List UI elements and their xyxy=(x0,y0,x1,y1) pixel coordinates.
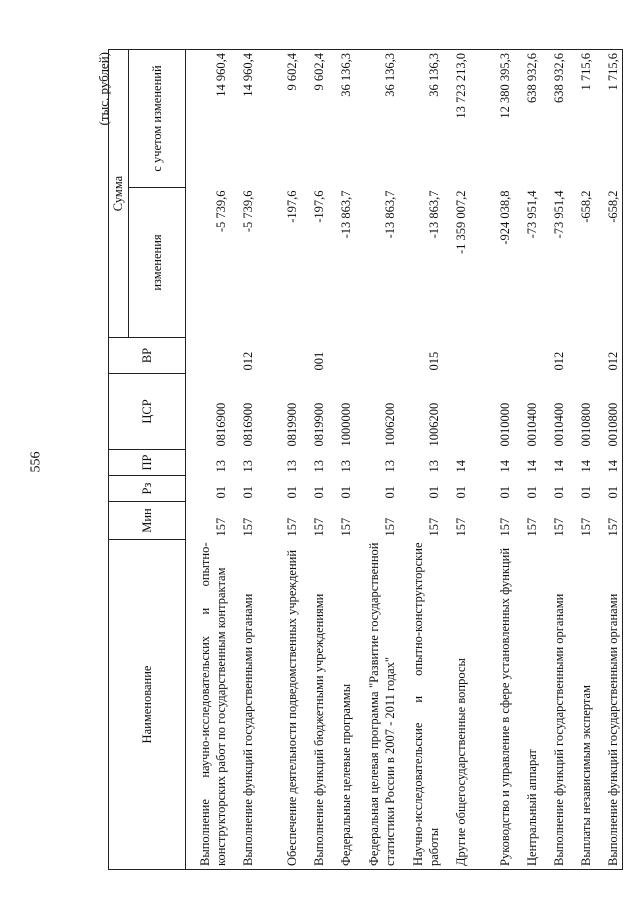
row-change: -73 951,4 xyxy=(525,190,539,239)
row-total: 1 715,6 xyxy=(595,50,623,188)
row-pr: 14 xyxy=(595,450,623,476)
budget-table xyxy=(108,49,623,870)
row-pr: 14 xyxy=(579,460,593,473)
row-rz: 01 xyxy=(339,486,353,499)
row-name: Выполнение функций государственными органами xyxy=(595,540,623,870)
row-rz: 01 xyxy=(214,486,228,499)
row-name: Научно-исследовательские и опытно-конструкторские работы xyxy=(399,540,443,870)
row-csr: 1000000 xyxy=(339,402,353,447)
row-total: 36 136,3 xyxy=(355,50,399,188)
row-rz: 01 xyxy=(498,486,512,499)
row-name: Обеспечение деятельности подведомственных учреждений xyxy=(257,540,301,870)
row-total: 36 136,3 xyxy=(328,50,355,188)
row-csr: 0010800 xyxy=(595,374,623,450)
row-name: Центральный аппарат xyxy=(514,540,541,870)
table-row xyxy=(514,50,541,870)
row-pr: 13 xyxy=(241,460,255,473)
row-min: 157 xyxy=(579,517,593,537)
row-name: Выполнение научно-исследовательских и опытно-конструкторских работ по государственным контрактам xyxy=(186,540,231,870)
header-vr: ВР xyxy=(109,338,186,374)
row-change: -73 951,4 xyxy=(552,190,566,239)
row-pr: 13 xyxy=(339,460,353,473)
row-rz: 01 xyxy=(241,486,255,499)
row-vr xyxy=(568,338,595,374)
row-total: 12 380 395,3 xyxy=(470,50,514,188)
row-vr: 001 xyxy=(312,351,326,371)
row-total: 638 932,6 xyxy=(541,50,568,188)
row-min: 157 xyxy=(498,517,512,537)
row-change: -924 038,8 xyxy=(498,190,512,245)
row-csr: 0816900 xyxy=(241,402,255,447)
table-body xyxy=(186,50,623,870)
row-vr: 012 xyxy=(552,351,566,371)
row-total: 14 960,4 xyxy=(186,50,231,188)
table-row xyxy=(399,50,443,870)
row-rz: 01 xyxy=(427,486,441,499)
row-total: 14 960,4 xyxy=(230,50,257,188)
row-pr: 13 xyxy=(312,460,326,473)
row-vr xyxy=(186,338,231,374)
row-vr xyxy=(257,338,301,374)
row-name: Выполнение функций государственными органами xyxy=(230,540,257,870)
table-row xyxy=(443,50,470,870)
row-csr xyxy=(443,374,470,450)
row-pr: 14 xyxy=(498,460,512,473)
row-change: -658,2 xyxy=(595,188,623,338)
header-csr: ЦСР xyxy=(109,374,186,450)
header-name: Наименование xyxy=(109,540,186,870)
row-change: -13 863,7 xyxy=(383,190,397,239)
row-total: 9 602,4 xyxy=(257,50,301,188)
row-min: 157 xyxy=(552,517,566,537)
row-vr xyxy=(470,338,514,374)
row-change: -13 863,7 xyxy=(427,190,441,239)
rotated-table-page xyxy=(96,50,620,870)
row-vr: 012 xyxy=(241,351,255,371)
row-total: 1 715,6 xyxy=(568,50,595,188)
row-min: 157 xyxy=(383,517,397,537)
row-name: Федеральная целевая программа "Развитие государственной статистики России в 2007 - 2011 годах" xyxy=(355,540,399,870)
row-vr: 012 xyxy=(595,338,623,374)
header-rz: Рз xyxy=(109,476,186,502)
row-csr: 0010000 xyxy=(498,402,512,447)
row-min: 157 xyxy=(525,517,539,537)
row-rz: 01 xyxy=(285,486,299,499)
row-min: 157 xyxy=(312,517,326,537)
row-pr: 14 xyxy=(454,460,468,473)
row-total: 13 723 213,0 xyxy=(443,50,470,188)
row-rz: 01 xyxy=(454,486,468,499)
header-min: Мин xyxy=(109,502,186,540)
row-min: 157 xyxy=(285,517,299,537)
row-csr: 0819900 xyxy=(312,402,326,447)
row-vr xyxy=(514,338,541,374)
row-total: 638 932,6 xyxy=(514,50,541,188)
table-row xyxy=(541,50,568,870)
row-min: 157 xyxy=(339,517,353,537)
table-row xyxy=(470,50,514,870)
row-change: -658,2 xyxy=(579,190,593,223)
row-rz: 01 xyxy=(579,486,593,499)
table-row xyxy=(301,50,328,870)
row-name: Федеральные целевые программы xyxy=(328,540,355,870)
table-row xyxy=(257,50,301,870)
row-min: 157 xyxy=(427,517,441,537)
table-row xyxy=(186,50,231,870)
row-total: 9 602,4 xyxy=(301,50,328,188)
row-csr: 0010400 xyxy=(552,402,566,447)
row-csr: 0010800 xyxy=(579,402,593,447)
row-change: -197,6 xyxy=(285,190,299,223)
units-note: (тыс. рублей) xyxy=(96,52,111,126)
row-csr: 0010400 xyxy=(525,402,539,447)
row-name: Руководство и управление в сфере установленных функций xyxy=(470,540,514,870)
page-number: 556 xyxy=(28,451,44,473)
header-change: изменения xyxy=(129,188,186,338)
row-rz: 01 xyxy=(552,486,566,499)
row-vr xyxy=(355,338,399,374)
table-row xyxy=(328,50,355,870)
row-min: 157 xyxy=(595,502,623,540)
table-row xyxy=(355,50,399,870)
row-rz: 01 xyxy=(595,476,623,502)
row-name: Выполнение функций бюджетными учреждениями xyxy=(301,540,328,870)
row-csr: 0819900 xyxy=(285,402,299,447)
row-total: 36 136,3 xyxy=(399,50,443,188)
row-vr: 015 xyxy=(427,351,441,371)
header-sum: Сумма xyxy=(109,50,129,338)
row-change: -5 739,6 xyxy=(214,190,228,233)
row-name: Выполнение функций государственными органами xyxy=(541,540,568,870)
row-change: -197,6 xyxy=(312,190,326,223)
row-name: Другие общегосударственные вопросы xyxy=(443,540,470,870)
row-csr: 0816900 xyxy=(214,402,228,447)
row-change: -5 739,6 xyxy=(241,190,255,233)
row-vr xyxy=(328,338,355,374)
row-pr: 13 xyxy=(214,460,228,473)
header-pr: ПР xyxy=(109,450,186,476)
row-pr: 14 xyxy=(525,460,539,473)
table-row xyxy=(230,50,257,870)
row-pr: 13 xyxy=(285,460,299,473)
row-pr: 13 xyxy=(427,460,441,473)
row-min: 157 xyxy=(454,517,468,537)
table-row xyxy=(595,50,623,870)
row-rz: 01 xyxy=(525,486,539,499)
row-name: Выплаты независимым экспертам xyxy=(568,540,595,870)
row-change: -13 863,7 xyxy=(339,190,353,239)
row-vr xyxy=(443,338,470,374)
header-with-change: с учетом изменений xyxy=(129,50,186,188)
row-pr: 13 xyxy=(383,460,397,473)
row-pr: 14 xyxy=(552,460,566,473)
table-row xyxy=(568,50,595,870)
row-rz: 01 xyxy=(383,486,397,499)
row-csr: 1006200 xyxy=(427,402,441,447)
row-min: 157 xyxy=(241,517,255,537)
row-rz: 01 xyxy=(312,486,326,499)
row-change: -1 359 007,2 xyxy=(454,190,468,255)
row-csr: 1006200 xyxy=(383,402,397,447)
row-min: 157 xyxy=(214,517,228,537)
